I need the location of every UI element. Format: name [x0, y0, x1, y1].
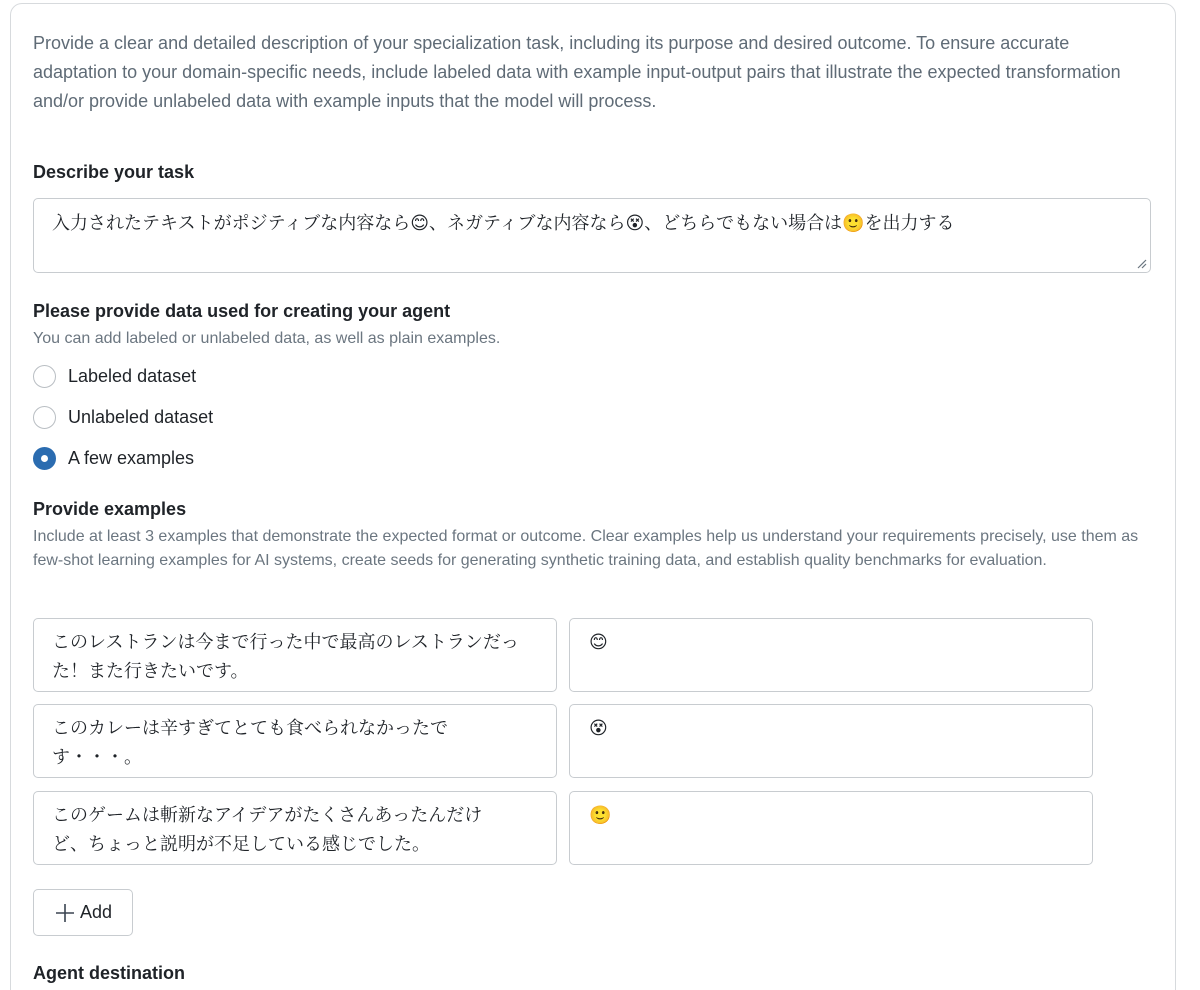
- example-output-field[interactable]: [569, 791, 1093, 865]
- example-input-text: このカレーは辛すぎてとても食べられなかったです・・・。: [52, 718, 448, 767]
- task-description-text: 入力されたテキストがポジティブな内容なら😊、ネガティブな内容なら😵、どちらでもない場合は🙂を出力する: [52, 213, 955, 233]
- data-source-sublabel: You can add labeled or unlabeled data, as well as plain examples.: [33, 330, 501, 347]
- radio-button[interactable]: [33, 365, 56, 388]
- intro-text: Provide a clear and detailed description of your specialization task, including its purpose and desired outcome. To ensure accurate adaptation to your domain-specific needs, include labeled data with example input-output pairs that illustrate the expected transformation and/or provide unlabeled data with example inputs that the model will process.: [33, 33, 1121, 111]
- radio-button-selected[interactable]: [33, 447, 56, 470]
- agent-destination-label: Agent destination: [33, 963, 185, 983]
- radio-few-examples[interactable]: [33, 445, 194, 471]
- plus-icon: [54, 902, 76, 924]
- radio-label: Labeled dataset: [68, 365, 197, 386]
- example-output-text: 😊: [589, 632, 608, 652]
- example-output-field[interactable]: [569, 618, 1093, 692]
- example-input-text: このレストランは今まで行った中で最高のレストランだった！また行きたいです。: [52, 632, 519, 681]
- task-label: Describe your task: [33, 162, 195, 182]
- example-output-field[interactable]: [569, 704, 1093, 778]
- example-input-field[interactable]: [33, 791, 557, 865]
- radio-label: Unlabeled dataset: [68, 406, 214, 427]
- example-input-field[interactable]: [33, 618, 557, 692]
- radio-label: A few examples: [68, 447, 195, 468]
- radio-unlabeled-dataset[interactable]: [33, 404, 213, 430]
- add-button-label: Add: [79, 902, 113, 922]
- examples-sublabel: Include at least 3 examples that demonstrate the expected format or outcome. Clear examples help us understand your requirements precisely, use them as few-shot learning examples for AI systems, create seeds for generating synthetic training data, and establish quality benchmarks for evaluation.: [33, 528, 1139, 569]
- add-example-button[interactable]: [33, 889, 133, 936]
- example-output-text: 😵: [589, 718, 608, 738]
- data-source-label: Please provide data used for creating your agent: [33, 301, 451, 321]
- example-output-text: 🙂: [589, 805, 612, 825]
- radio-button[interactable]: [33, 406, 56, 429]
- example-input-field[interactable]: [33, 704, 557, 778]
- examples-label: Provide examples: [33, 499, 187, 519]
- example-input-text: このゲームは斬新なアイデアがたくさんあったんだけど、ちょっと説明が不足している感じでした。: [52, 805, 483, 854]
- resize-handle-icon[interactable]: [1137, 259, 1147, 269]
- task-description-textarea[interactable]: [33, 198, 1151, 273]
- radio-labeled-dataset[interactable]: [33, 363, 196, 389]
